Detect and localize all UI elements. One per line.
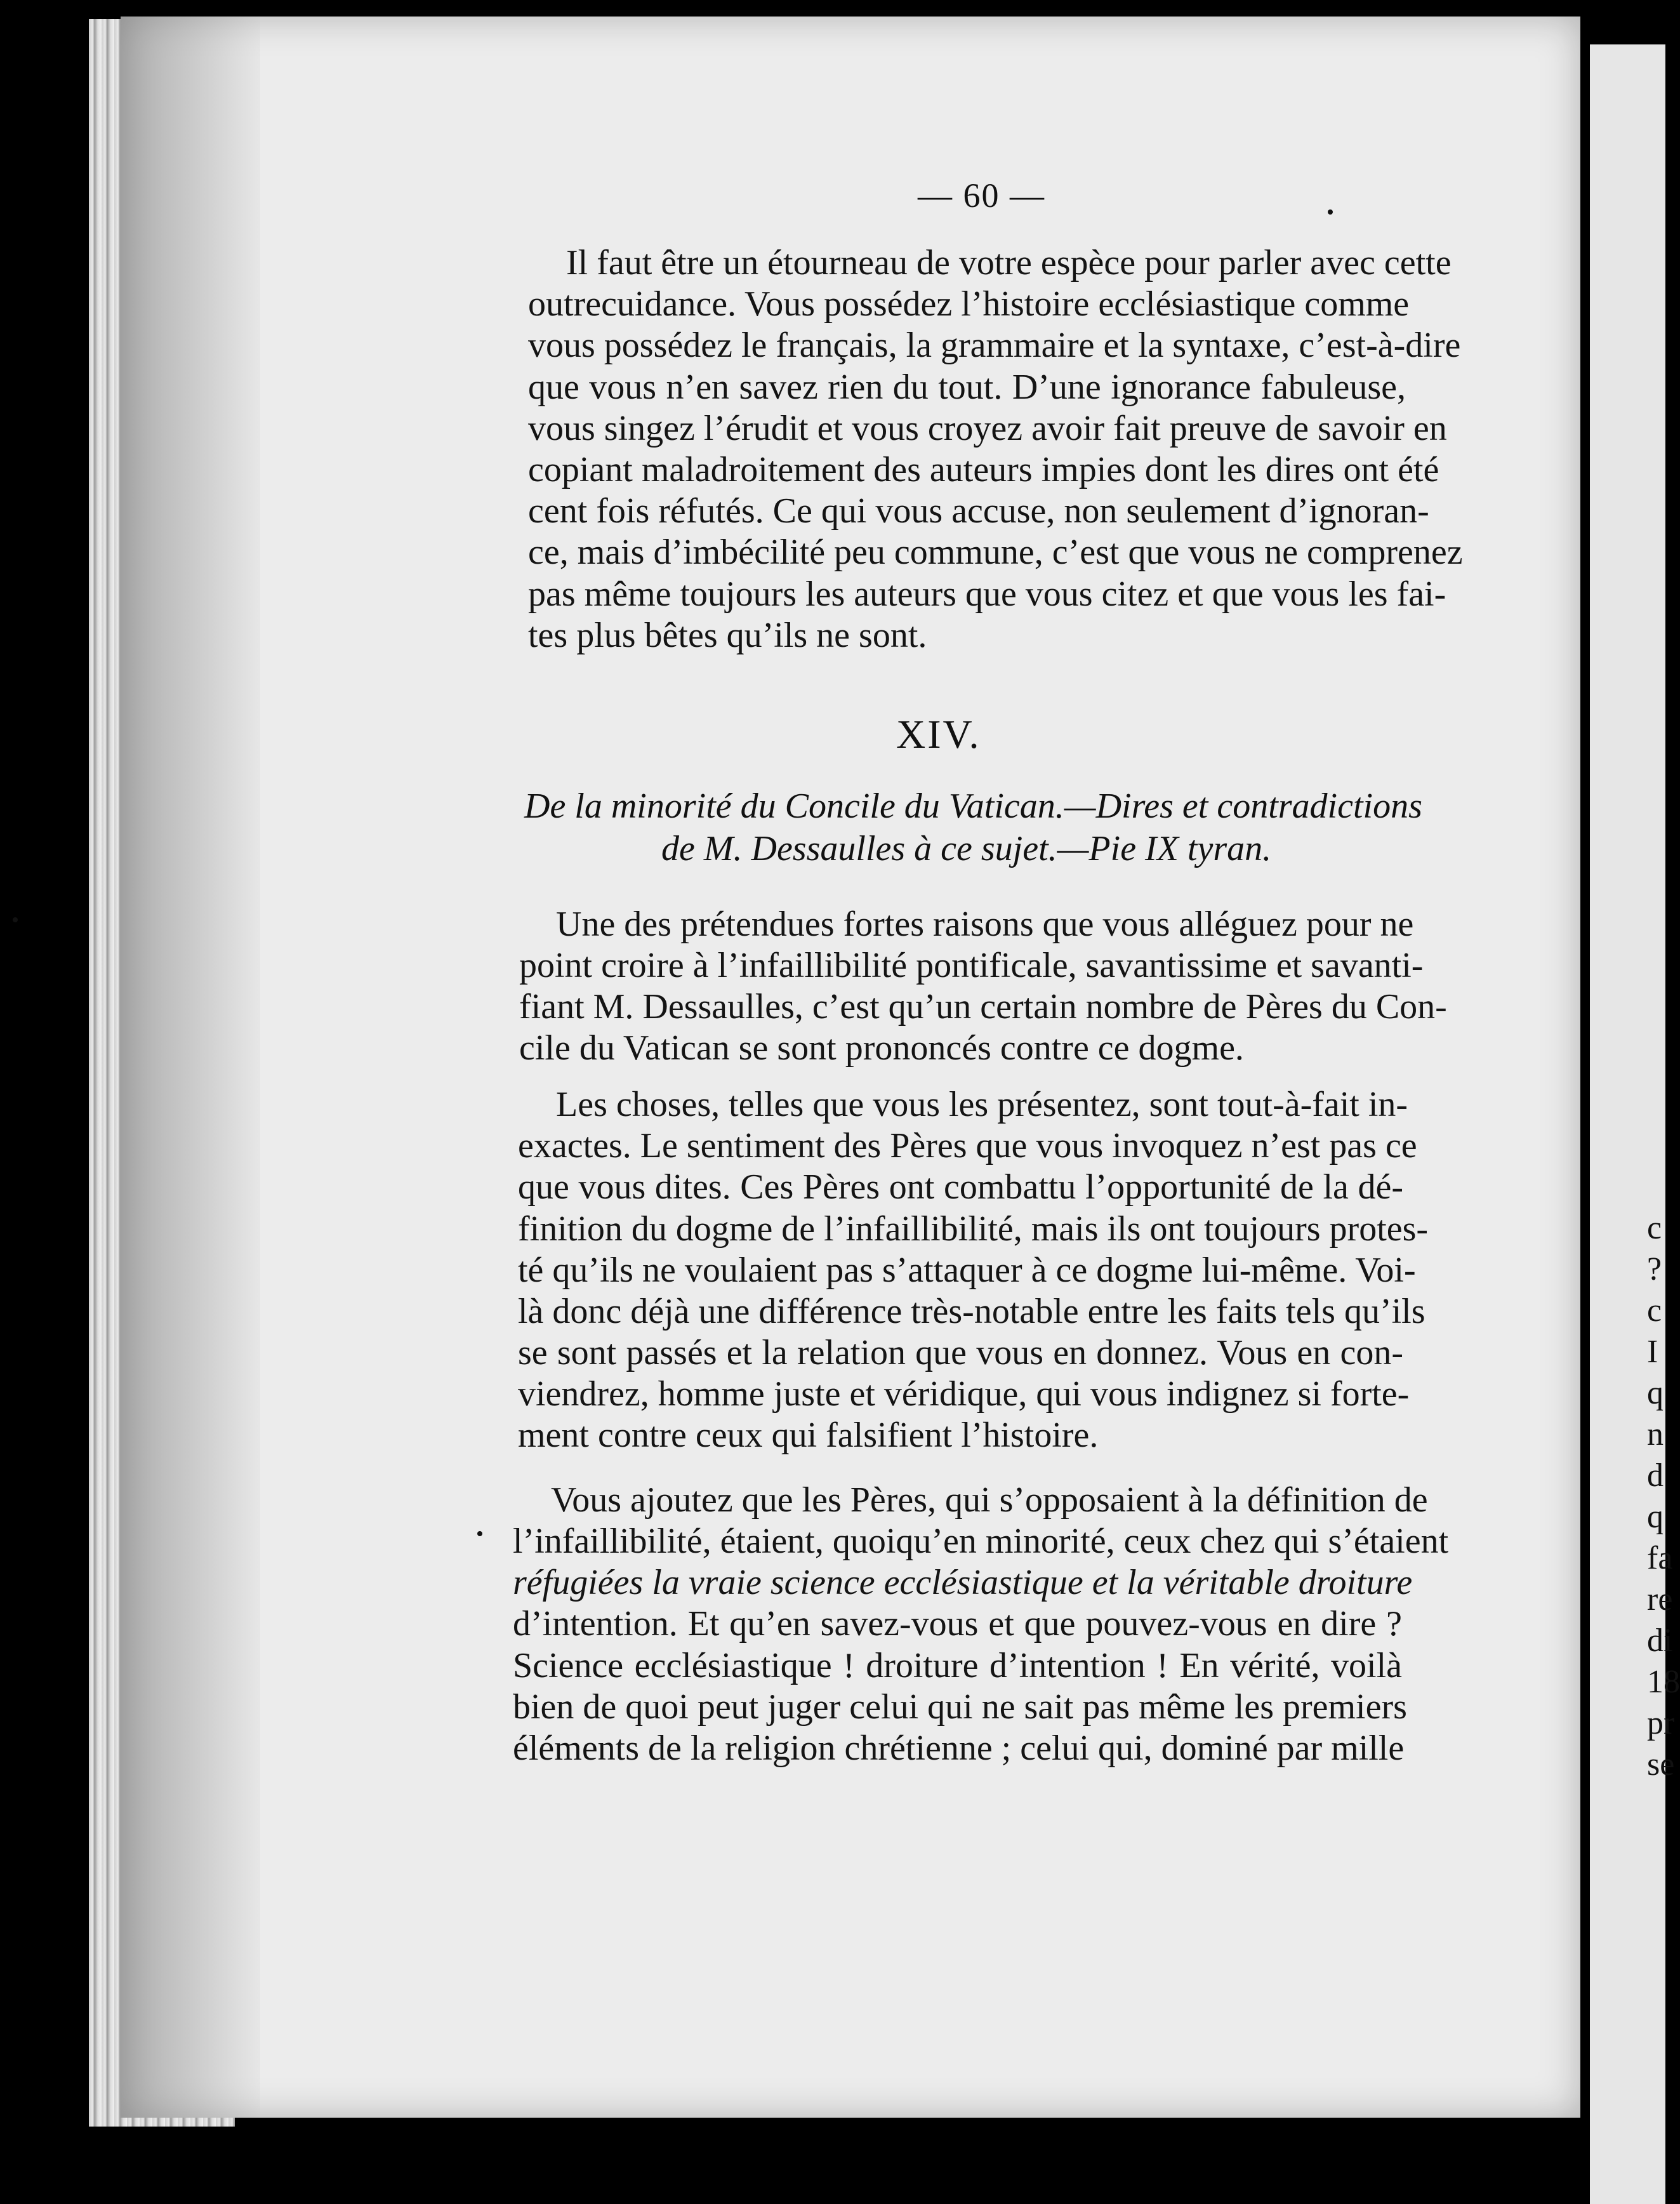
- page-number: — 60 —: [918, 176, 1045, 215]
- text-line: Science ecclésiastique ! droiture d’intention ! En vérité, voilà: [513, 1646, 1402, 1685]
- text-line: copiant maladroitement des auteurs impies dont les dires ont été: [528, 450, 1439, 489]
- gutter-shadow: [121, 17, 260, 2118]
- next-page-fragment: 18: [1647, 1664, 1680, 1700]
- next-page-fragment: di: [1647, 1623, 1673, 1659]
- text-line: pas même toujours les auteurs que vous citez et que vous les fai-: [528, 574, 1446, 614]
- text-line: viendrez, homme juste et véridique, qui vous indignez si forte-: [518, 1374, 1410, 1414]
- text-line: ce, mais d’imbécilité peu commune, c’est que vous ne comprenez: [528, 533, 1463, 572]
- text-line: Il faut être un étourneau de votre espèce pour parler avec cette: [566, 243, 1452, 282]
- next-page-edge: [1590, 44, 1665, 2204]
- section-heading-line-2: de M. Dessaulles à ce sujet.—Pie IX tyran.: [661, 829, 1272, 868]
- text-line: vous singez l’érudit et vous croyez avoir fait preuve de savoir en: [528, 409, 1447, 448]
- text-line: exactes. Le sentiment des Pères que vous invoquez n’est pas ce: [518, 1126, 1417, 1165]
- scan-speck: [477, 1531, 482, 1536]
- text-line: outrecuidance. Vous possédez l’histoire ecclésiastique comme: [528, 284, 1410, 324]
- text-line: ment contre ceux qui falsifient l’histoire.: [518, 1416, 1099, 1455]
- next-page-fragment: se: [1647, 1746, 1675, 1782]
- next-page-fragment: d: [1647, 1457, 1663, 1494]
- text-line: Vous ajoutez que les Pères, qui s’opposaient à la définition de: [551, 1480, 1428, 1520]
- text-line: fiant M. Dessaulles, c’est qu’un certain nombre de Pères du Con-: [519, 987, 1447, 1026]
- section-heading-line-1: De la minorité du Concile du Vatican.—Dires et contradictions: [524, 787, 1422, 826]
- text-line: se sont passés et la relation que vous en donnez. Vous en con-: [518, 1333, 1403, 1372]
- text-line: Les choses, telles que vous les présentez, sont tout-à-fait in-: [556, 1085, 1408, 1124]
- text-line: d’intention. Et qu’en savez-vous et que pouvez-vous en dire ?: [513, 1604, 1402, 1643]
- text-line: que vous n’en savez rien du tout. D’une ignorance fabuleuse,: [528, 368, 1406, 407]
- text-line: éléments de la religion chrétienne ; celui qui, dominé par mille: [513, 1729, 1405, 1768]
- text-line: vous possédez le français, la grammaire et la syntaxe, c’est-à-dire: [528, 326, 1461, 365]
- text-line: Une des prétendues fortes raisons que vous alléguez pour ne: [556, 905, 1414, 944]
- text-line: point croire à l’infaillibilité pontificale, savantissime et savanti-: [519, 946, 1424, 985]
- text-line: cent fois réfutés. Ce qui vous accuse, non seulement d’ignoran-: [528, 491, 1429, 531]
- text-line: l’infaillibilité, étaient, quoiqu’en minorité, ceux chez qui s’étaient: [513, 1522, 1449, 1561]
- text-line: réfugiées la vraie science ecclésiastique et la véritable droiture: [513, 1563, 1413, 1602]
- next-page-fragment: n: [1647, 1416, 1663, 1452]
- text-line: bien de quoi peut juger celui qui ne sait pas même les premiers: [513, 1687, 1407, 1727]
- scan-speck: [1328, 209, 1333, 215]
- next-page-fragment: pr: [1647, 1705, 1675, 1741]
- next-page-fragment: q: [1647, 1499, 1663, 1535]
- next-page-fragment: c: [1647, 1210, 1662, 1246]
- text-line: cile du Vatican se sont prononcés contre ce dogme.: [519, 1028, 1244, 1068]
- scan-speck: [13, 917, 18, 922]
- next-page-fragment: c: [1647, 1292, 1662, 1329]
- next-page-fragment: I: [1647, 1334, 1658, 1370]
- text-line: finition du dogme de l’infaillibilité, mais ils ont toujours protes-: [518, 1209, 1429, 1249]
- text-line: té qu’ils ne voulaient pas s’attaquer à ce dogme lui-même. Voi-: [518, 1251, 1416, 1290]
- next-page-fragment: q: [1647, 1375, 1663, 1411]
- next-page-fragment: ?: [1647, 1251, 1662, 1287]
- section-number: XIV.: [896, 712, 981, 757]
- next-page-fragment: fa: [1647, 1540, 1673, 1576]
- text-line: tes plus bêtes qu’ils ne sont.: [528, 616, 927, 655]
- next-page-fragment: re: [1647, 1581, 1673, 1617]
- text-line: là donc déjà une différence très-notable entre les faits tels qu’ils: [518, 1292, 1425, 1331]
- text-line: que vous dites. Ces Pères ont combattu l’opportunité de la dé-: [518, 1167, 1403, 1207]
